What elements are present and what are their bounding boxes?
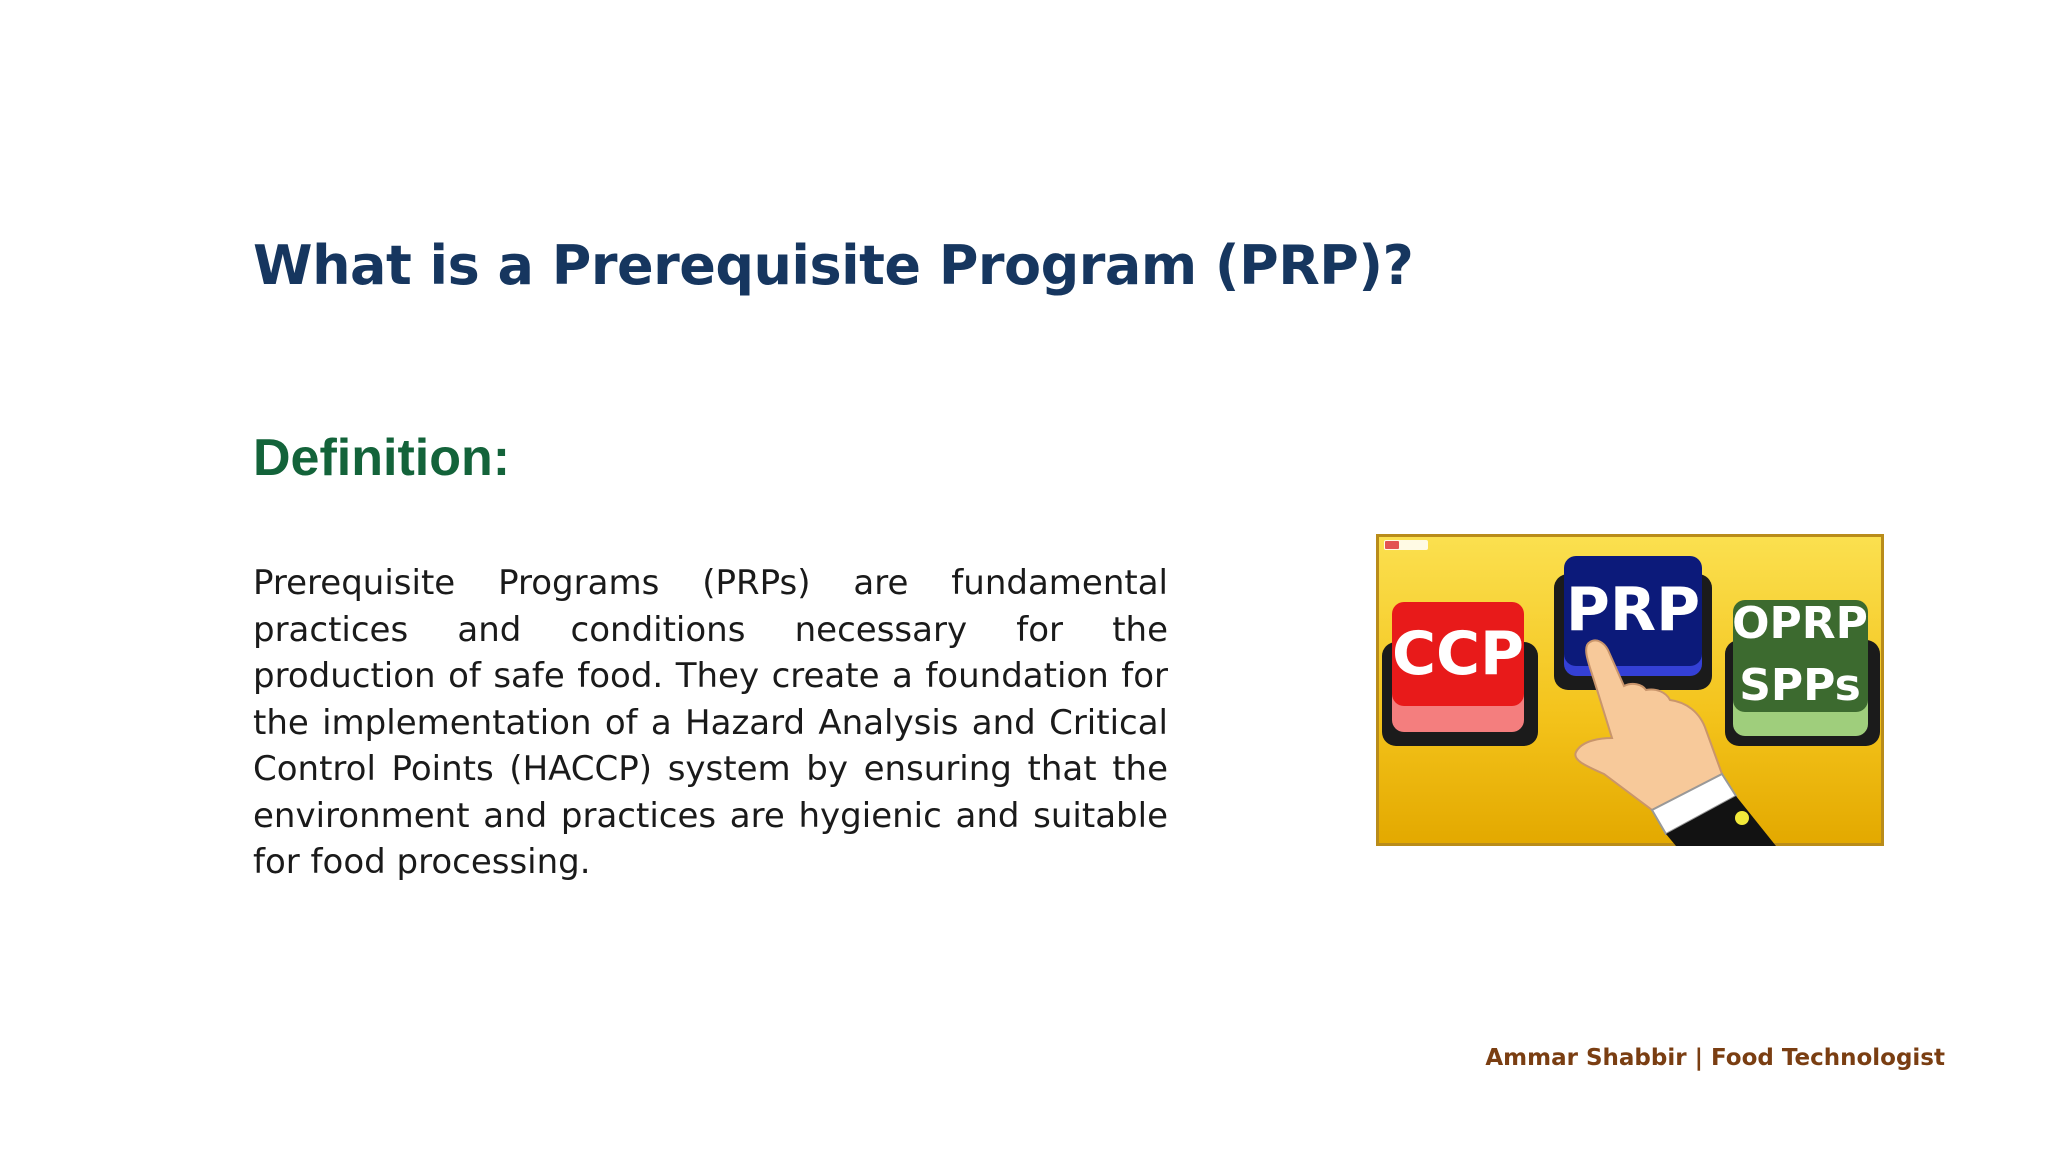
- spps-label: SPPs: [1739, 660, 1861, 711]
- prp-buttons-illustration: [1376, 534, 1884, 846]
- ccp-label: CCP: [1391, 619, 1525, 689]
- author-role: Food Technologist: [1711, 1045, 1945, 1071]
- ccp-button-graphic: [1382, 602, 1538, 746]
- author-footer: [1485, 1045, 1945, 1071]
- footer-separator: |: [1694, 1045, 1703, 1071]
- oprp-label: OPRP: [1732, 598, 1868, 649]
- prp-label: PRP: [1565, 575, 1701, 645]
- prp-button-graphic: [1554, 556, 1712, 690]
- definition-text: Prerequisite Programs (PRPs) are fundamental practices and conditions necessary for the production of safe food. They create a foundation for the implementation of a Hazard Analysis and Critical Control Points (HACCP) system by ensuring that the environment and practices are hygienic and suitable for food processing.: [253, 563, 1168, 882]
- slide-title: What is a Prerequisite Program (PRP)?: [253, 234, 1414, 297]
- oprp-button-graphic: [1725, 598, 1880, 746]
- author-name: Ammar Shabbir: [1485, 1045, 1687, 1071]
- definition-heading: Definition:: [253, 429, 511, 487]
